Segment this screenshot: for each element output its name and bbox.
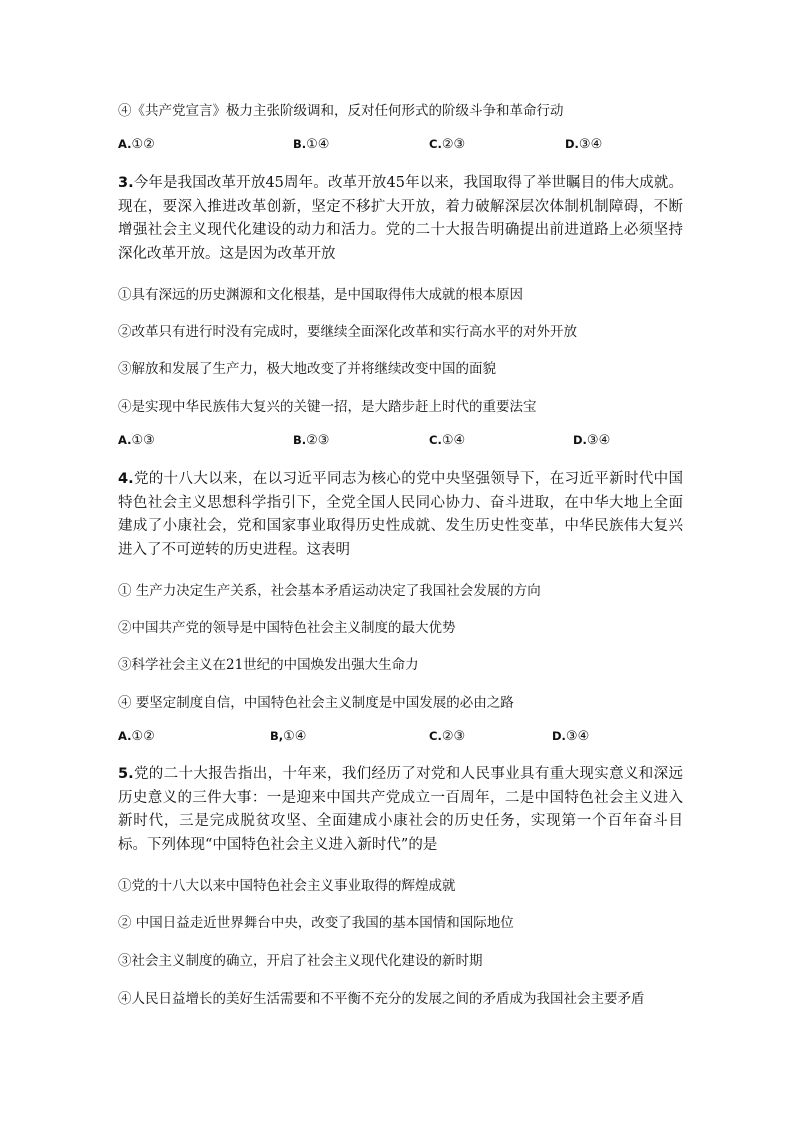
option-c: C.①④ — [429, 433, 466, 448]
option-a: A.①② — [118, 729, 155, 744]
statement-2: ②中国共产党的领导是中国特色社会主义制度的最大优势 — [118, 620, 456, 636]
answer-options — [118, 729, 718, 749]
statement-1: ①党的十八大以来中国特色社会主义事业取得的辉煌成就 — [118, 878, 456, 894]
statement-1: ①具有深远的历史渊源和文化根基，是中国取得伟大成就的根本原因 — [118, 287, 523, 303]
question-5-stem: 5.党的二十大报告指出，十年来，我们经历了对党和人民事业具有重大现实意义和深远历史意义的三件大事：一是迎来中国共产党成立一百周年，二是中国特色社会主义进入新时代，三是完成脱贫攻坚、全面建成小康社会的历史任务，实现第一个百年奋斗目标。下列体现“中国特色社会主义进入新时代”的是 — [118, 766, 683, 853]
option-d: D.③④ — [565, 137, 603, 152]
statement-2: ②改革只有进行时没有完成时，要继续全面深化改革和实行高水平的对外开放 — [118, 324, 577, 340]
option-b: B.②③ — [293, 433, 330, 448]
statement-2: ② 中国日益走近世界舞台中央，改变了我国的基本国情和国际地位 — [118, 915, 514, 931]
statement-4: ④《共产党宣言》极力主张阶级调和，反对任何形式的阶级斗争和革命行动 — [118, 103, 564, 119]
option-a: A.①③ — [118, 433, 155, 448]
statement-3: ③科学社会主义在21世纪的中国焕发出强大生命力 — [118, 657, 419, 673]
question-4-stem: 4.党的十八大以来，在以习近平同志为核心的党中央坚强领导下，在习近平新时代中国特色社会主义思想科学指引下，全党全国人民同心协力、奋斗进取，在中华大地上全面建成了小康社会，党和国家事业取得历史性成就、发生历史性变革，中华民族伟大复兴进入了不可逆转的历史进程。这表明 — [118, 471, 683, 558]
statement-1: ① 生产力决定生产关系，社会基本矛盾运动决定了我国社会发展的方向 — [118, 583, 541, 599]
option-b: B.①④ — [293, 137, 330, 152]
option-c: C.②③ — [429, 137, 466, 152]
statement-4: ④是实现中华民族伟大复兴的关键一招，是大踏步赶上时代的重要法宝 — [118, 399, 537, 415]
statement-4: ④人民日益增长的美好生活需要和不平衡不充分的发展之间的矛盾成为我国社会主要矛盾 — [118, 991, 645, 1007]
answer-options — [118, 433, 718, 453]
option-c: C.②③ — [429, 729, 466, 744]
option-b: B,①④ — [270, 729, 307, 744]
option-a: A.①② — [118, 137, 155, 152]
option-d: D.③④ — [552, 729, 590, 744]
answer-options — [118, 137, 718, 157]
statement-3: ③社会主义制度的确立，开启了社会主义现代化建设的新时期 — [118, 953, 483, 969]
option-d: D.③④ — [573, 433, 611, 448]
statement-3: ③解放和发展了生产力，极大地改变了并将继续改变中国的面貌 — [118, 361, 496, 377]
question-3-stem: 3.今年是我国改革开放45周年。改革开放45年以来，我国取得了举世瞩目的伟大成就。现在，要深入推进改革创新，坚定不移扩大开放，着力破解深层次体制机制障碍，不断增强社会主义现代化建设的动力和活力。党的二十大报告明确提出前进道路上必须坚持深化改革开放。这是因为改革开放 — [118, 175, 683, 262]
statement-4: ④ 要坚定制度自信，中国特色社会主义制度是中国发展的必由之路 — [118, 695, 514, 711]
